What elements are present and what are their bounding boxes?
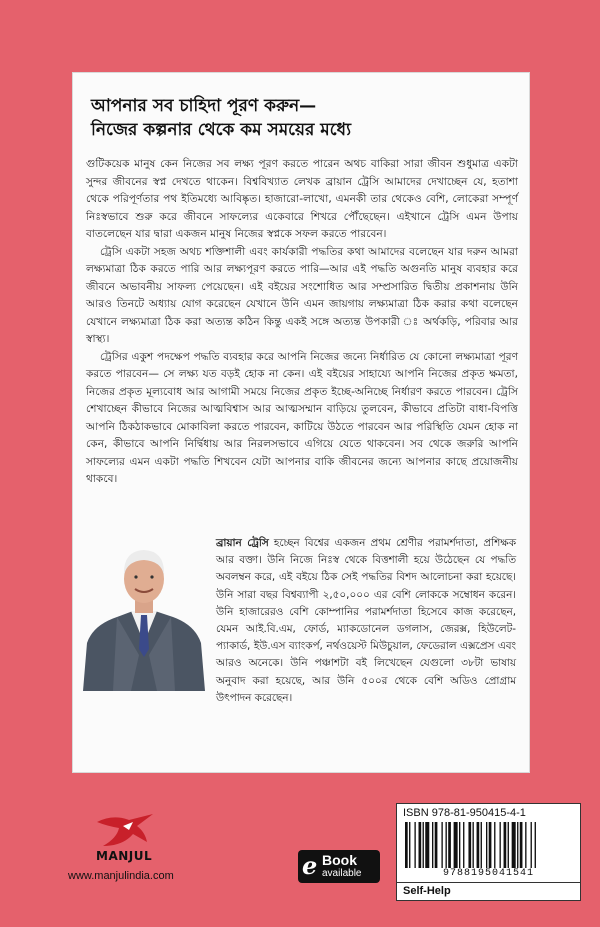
barcode-bar [504,822,507,868]
barcode-bar [405,822,408,868]
barcode-bar [531,822,532,868]
headline-line-1: আপনার সব চাহিদা পূরণ করুন— [91,96,317,116]
ebook-available-badge [298,850,380,883]
barcode-bar [486,822,487,868]
author-name: ব্রায়ান ট্রেসি [216,537,269,549]
barcode-bar [512,822,516,868]
barcode-bar [508,822,509,868]
barcode-bar [409,822,410,868]
barcode-bar [419,822,422,868]
author-bio-text: হচ্ছেন বিশ্বের একজন প্রথম শ্রেণীর পরামর্শদাতা, প্রশিক্ষক আর বক্তা। উনি নিজে নিঃস্ব থেকে বিত্তশালী হয়ে উঠেছেন যে পদ্ধতি অবলম্বন করে, এই বইয়ে ঠিক সেই পদ্ধতির বিশদ আলোচনা করা হয়েছে। উনি সারা বছর বিশ্বব্যাপী ২,৫০,০০০ এর বেশি লোককে সম্বোধন করেন। উনি হাজারেরও বেশি কোম্পানির পরামর্শদাতা হিসেবে কাজ করেছেন, যেমন আই.বি.এম, ফোর্ড, ম্যাকডোনেল ডগলাস, জেরক্স, হিউলেট-প্যাকার্ড, ইউ.এস ব্যাংকর্প, নর্থওয়েস্ট মিউচুয়াল, ফেডেরাল এক্সপ্রেস এবং আরও অনেকে। উনি পঞ্চাশটা বই লিখেছেন যেগুলো ৩৮টা ভাষায় অনুবাদ করা হয়েছে, আর উনি ৫০০র থেকে বেশি অডিও প্রোগ্রাম উৎপাদন করেছেন। [216,537,516,704]
publisher-website: www.manjulindia.com [68,870,174,882]
author-photo [83,531,205,691]
back-cover-text-panel [72,72,530,773]
barcode-bar [468,822,471,868]
barcode-bar [500,822,501,868]
barcode-bar [481,822,482,868]
barcode-bar [520,822,523,868]
barcode-bar [494,822,495,868]
ebook-badge-available: available [322,868,362,879]
barcode-bar [535,822,536,868]
barcode-bar [477,822,480,868]
barcode-bar [448,822,451,868]
headline-line-2: নিজের কল্পনার থেকে কম সময়ের মধ্যে [91,120,352,140]
barcode-bar [446,822,447,868]
barcode-bar [473,822,474,868]
category-label: Self-Help [396,883,581,901]
description-paragraph-1: গুটিকয়েক মানুষ কেন নিজের সব লক্ষ্য পূরণ করতে পারেন অথচ বাকিরা সারা জীবন শুধুমাত্র একটা সুন্দর জীবনের স্বপ্ন দেখতে থাকেন। বিশ্ববিখ্যাত লেখক ব্রায়ান ট্রেসি আমাদের দেখাচ্ছেন যে, হতাশা থেকে পরিপূর্ণতার পথ ইতিমধ্যে আবিষ্কৃত। হাজারো-লাখো, এমনকী তার থেকেও বেশি, লোকেরা সম্পূর্ণ নিঃস্বভাবে শুরু করে জীবনে সাফল্যের একেবারে শিখরে পৌঁছেছেন। এইখানে ট্রেসি এমন উপায় বাতলেছেন যার দ্বারা একজন মানুষ নিজের স্বপ্নকে সফল করতে পারবেন। [86,158,518,240]
description-paragraph-3: ট্রেসির একুশ পদক্ষেপ পদ্ধতি ব্যবহার করে আপনি নিজের জন্যে নির্ধারিত যে কোনো লক্ষ্যমাত্রা পূরণ করতে পারবেন— সে লক্ষ্য যত বড়ই হোক না কেন। এই বইয়ের সাহায্যে আপনি নিজের প্রকৃত ক্ষমতা, নিজের প্রকৃত মূল্যবোধ আর আগামী সময়ে নিজের প্রকৃত ইচ্ছে-অনিচ্ছে নির্ধারণ করতে পারবেন। ট্রেসি শেখাচ্ছেন কীভাবে নিজের আত্মবিশ্বাস আর আত্মসম্মান বাড়িয়ে তুলবেন, কীভাবে প্রতিটা বাধা-বিপত্তি আপনি ঠিকঠাকভাবে মোকাবিলা করতে পারবেন, কাটিয়ে উঠতে পারবেন আর পরিস্থিতি যেমন হোক না কেন, কীভাবে আপনি নির্দ্বিধায় আর নিরলসভাবে এগিয়ে যেতে থাকবেন। সব থেকে জরুরি আপনি সাফল্যের এমন একটা পদ্ধতি শিখবেন যেটা আপনার বাকি জীবনের জন্যে আপনার কাছে প্রয়োজনীয় থাকবে। [86,350,518,485]
barcode [405,822,575,868]
barcode-bar [432,822,433,868]
ebook-badge-book: Book [322,852,357,868]
isbn-label: ISBN 978-81-950415-4-1 [403,807,526,819]
barcode-bar [517,822,518,868]
barcode-bar [525,822,526,868]
barcode-bar [489,822,492,868]
barcode-bar [425,822,429,868]
ebook-badge-e: e [302,851,318,880]
isbn-box [396,803,581,883]
barcode-bar [414,822,415,868]
barcode-bar [423,822,424,868]
description [86,156,518,489]
barcode-digits: 9788195041541 [442,868,534,879]
barcode-bar [459,822,460,868]
barcode-bar [463,822,464,868]
barcode-bar [454,822,458,868]
barcode-bar [441,822,442,868]
barcode-bar [435,822,438,868]
author-bio [216,535,516,707]
publisher-name: MANJUL [96,849,153,863]
description-paragraph-2: ট্রেসি একটা সহজ অথচ শক্তিশালী এবং কার্যকারী পদ্ধতির কথা আমাদের বলেছেন যার দরুন আমরা লক্ষ্যমাত্রা ঠিক করতে পারি আর লক্ষ্যপূরণ করতে পারি—আর এই পদ্ধতি অগুনতি মানুষ ব্যবহার করে জীবনে অভাবনীয় সাফল্য পেয়েছেন। এই বইয়ের সংশোধিত আর সম্প্রসারিত দ্বিতীয় প্রকাশনায় উনি আরও তিনটে অধ্যায় যোগ করেছেন যেখানে উনি এমন জায়গায় লক্ষ্যমাত্রা ঠিক করার কথা বলেছেন যেখানে লক্ষ্যমাত্রা ঠিক করা অত্যন্ত কঠিন কিন্তু একই সঙ্গে অত্যন্ত উপকারী ঃ অর্থকড়ি, পরিবার আর স্বাস্থ্য। [86,245,518,345]
